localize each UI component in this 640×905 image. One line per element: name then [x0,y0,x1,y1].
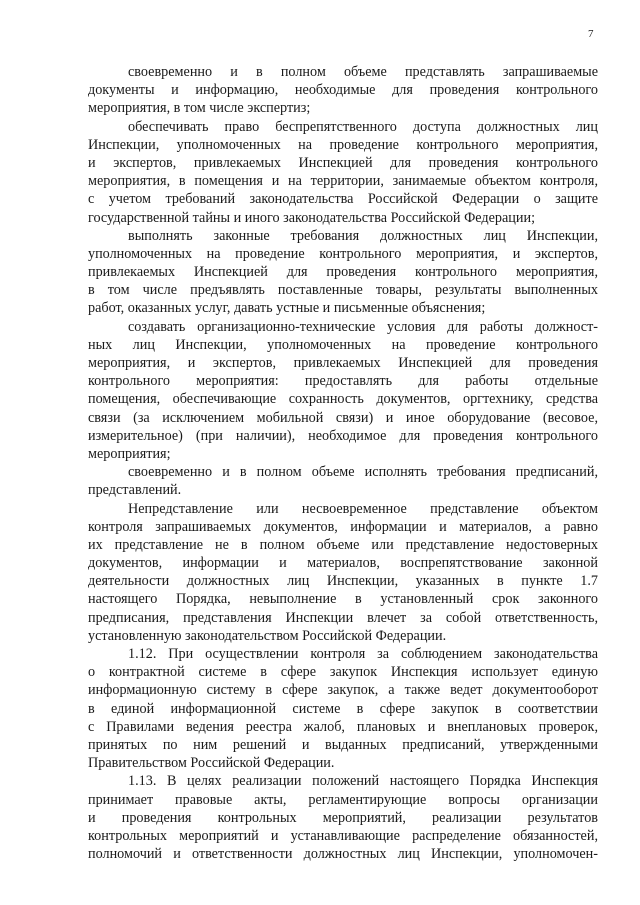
text-line: ных лиц Инспекции, уполномоченных на проведение контрольного [88,336,598,353]
paragraph [88,463,598,499]
text-line: в том числе предъявлять поставленные товары, результаты выполненных [88,282,598,299]
text-line: мероприятия, и экспертов, привлекаемых Инспекцией для проведения [88,355,598,371]
text-line: с учетом требований законодательства Российской Федерации о защите [88,191,598,208]
page-number: 7 [588,28,594,40]
text-line: выполнять законные требования должностных лиц Инспекции, [128,227,598,244]
text-line: измерительное) (при наличии), необходимое для проведения контрольного [88,427,598,444]
text-line: деятельности должностных лиц Инспекции, указанных в пункте 1.7 [88,573,598,590]
text-line: обеспечивать право беспрепятственного доступа должностных лиц [128,118,598,135]
text-line: контрольных мероприятий и устанавливающие распределение обязанностей, [88,827,598,844]
text-line: контрольного мероприятия: предоставлять для работы отдельные [88,373,598,390]
paragraph [88,118,598,227]
text-line: в единой информационной системе в сфере закупок в соответствии [88,700,598,717]
text-line: 1.13. В целях реализации положений настоящего Порядка Инспекция [128,773,598,790]
text-line: принятых по ним решений и выданных предписаний, утвержденными [88,736,598,753]
text-line: представлений. [88,482,182,499]
text-line: 1.12. При осуществлении контроля за соблюдением законодательства [128,646,598,662]
text-line: документов, информации и материалов, воспрепятствование законной [88,555,598,572]
body-text [88,63,598,863]
text-line: настоящего Порядка, невыполнение в установленный срок законного [88,591,598,608]
text-line: информационную систему в сфере закупок, а также ведет документооборот [88,682,598,699]
text-line: работ, оказанных услуг, давать устные и письменные объяснения; [88,300,486,317]
text-line: мероприятия, в помещения и на территории, занимаемые объектом контроля, [88,173,598,190]
text-line: их представление не в полном объеме или представление недостоверных [88,536,598,553]
text-line: создавать организационно-технические условия для работы должност- [128,318,598,335]
text-line: принимает правовые акты, регламентирующие вопросы организации [88,791,598,808]
text-line: Правительством Российской Федерации. [88,755,335,772]
text-line: государственной тайны и иного законодательства Российской Федерации; [88,209,536,226]
text-line: привлекаемых Инспекцией для проведения контрольного мероприятия, [88,264,598,281]
text-line: помещения, обеспечивающие сохранность документов, оргтехнику, средства [88,391,598,408]
text-line: установленную законодательством Российской Федерации. [88,627,447,644]
paragraph [88,63,598,118]
text-line: и проведения контрольных мероприятий, реализации результатов [88,809,598,826]
text-line: мероприятия; [88,445,171,462]
text-line: своевременно и в полном объеме представлять запрашиваемые [128,64,598,80]
text-line: о контрактной системе в сфере закупок Инспекция использует единую [88,664,598,681]
text-line: документы и информацию, необходимые для проведения контрольного [88,82,598,99]
text-line: своевременно и в полном объеме исполнять требования предписаний, [128,464,598,481]
text-line: контроля запрашиваемых документов, информации и материалов, а равно [88,518,598,535]
text-line: с Правилами ведения реестра жалоб, плановых и внеплановых проверок, [88,718,598,735]
text-line: и экспертов, привлекаемых Инспекцией для проведения контрольного [88,154,598,171]
paragraph [88,772,598,863]
text-line: Инспекции, уполномоченных на проведение контрольного мероприятия, [88,136,598,153]
paragraph [88,500,598,646]
text-line: полномочий и ответственности должностных лиц Инспекции, уполномочен- [88,846,598,863]
paragraph [88,227,598,318]
paragraph [88,318,598,464]
text-line: предписания, представления Инспекции влечет за собой ответственность, [88,609,598,626]
text-line: связи (за исключением мобильной связи) и иное оборудование (весовое, [88,409,598,426]
text-line: мероприятия, в том числе экспертиз; [88,100,311,117]
text-line: уполномоченных на проведение контрольного мероприятия, и экспертов, [88,245,598,262]
paragraph [88,645,598,772]
text-line: Непредставление или несвоевременное представление объектом [128,500,598,517]
